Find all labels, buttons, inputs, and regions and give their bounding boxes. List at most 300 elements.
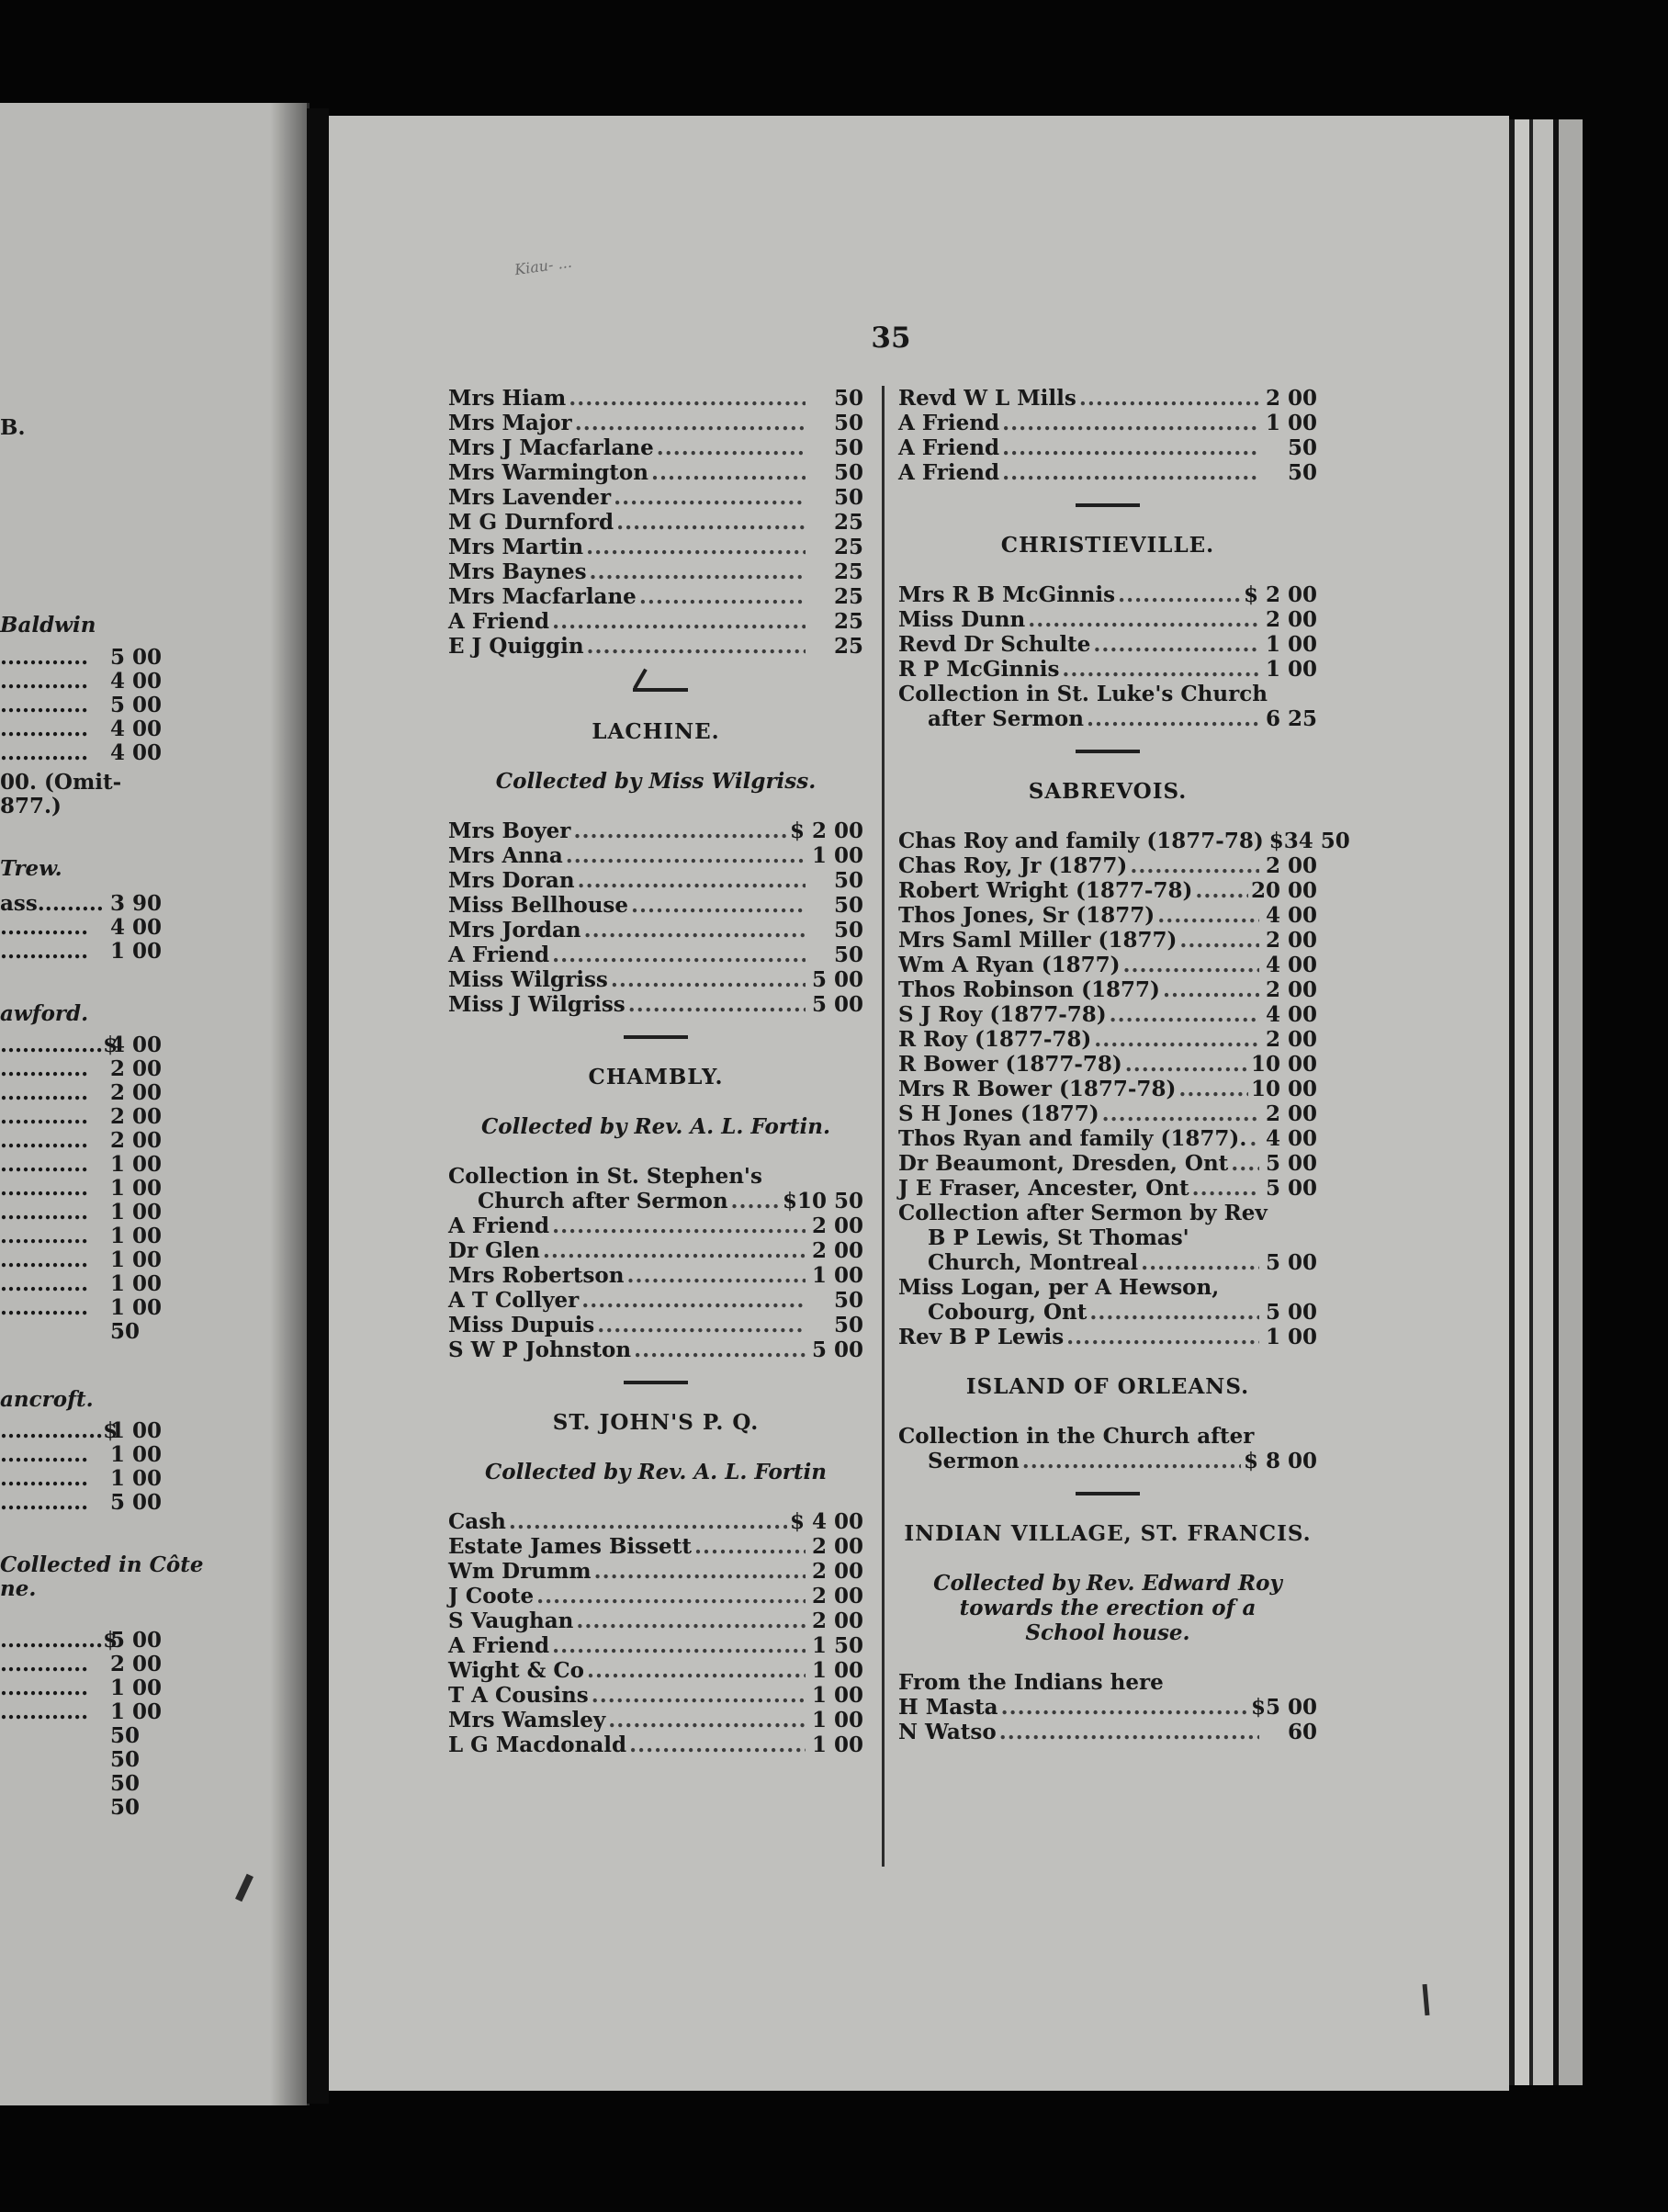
fragment-text: ............ xyxy=(0,1442,89,1467)
fragment-amount: 2 00 xyxy=(110,1128,163,1153)
entry-name: Estate James Bissett xyxy=(448,1534,692,1559)
entry-amount: 5 00 xyxy=(1265,1176,1317,1201)
entry-name: Collection in St. Stephen's xyxy=(448,1164,762,1189)
ledger-entry xyxy=(898,706,1317,731)
entry-amount: $ 2 00 xyxy=(789,818,863,843)
ledger-entry xyxy=(898,411,1317,435)
fragment-amount: 1 00 xyxy=(110,1247,163,1272)
ledger-entry xyxy=(898,657,1317,682)
ledger-entry xyxy=(448,1288,863,1313)
entry-amount: 25 xyxy=(833,559,863,584)
ledger-entry xyxy=(448,485,863,510)
entry-amount: 4 00 xyxy=(1265,903,1317,928)
entry-name: E J Quiggin xyxy=(448,634,584,659)
ledger-entry xyxy=(448,609,863,634)
section-divider xyxy=(1076,503,1140,507)
entry-name: R Bower (1877-78) xyxy=(898,1052,1122,1077)
christieville-entries xyxy=(898,582,1317,731)
ledger-entry xyxy=(898,903,1317,928)
left-page-fragment xyxy=(0,1699,163,1724)
entry-amount: 5 00 xyxy=(1265,1151,1317,1176)
ledger-entry xyxy=(448,843,863,868)
leader-dots xyxy=(536,1584,806,1608)
left-page-fragment xyxy=(0,794,62,818)
left-page-fragment xyxy=(0,1418,163,1443)
fragment-text: ..............$ xyxy=(0,1033,118,1057)
entry-amount: 2 00 xyxy=(811,1213,863,1238)
entry-name: S H Jones (1877) xyxy=(898,1101,1099,1126)
fragment-text: 00. (Omit- xyxy=(0,770,122,795)
fragment-amount: 50 xyxy=(110,1795,141,1820)
entry-amount: $10 50 xyxy=(782,1189,863,1213)
ledger-entry xyxy=(448,868,863,893)
entry-amount: 2 00 xyxy=(811,1608,863,1633)
left-page-fragment xyxy=(0,1104,163,1129)
entry-name: S W P Johnston xyxy=(448,1337,632,1362)
left-page-fragment xyxy=(0,1056,163,1081)
fragment-amount: 1 00 xyxy=(110,1418,163,1443)
entry-amount: 1 00 xyxy=(811,1708,863,1732)
leader-dots xyxy=(552,942,806,967)
ledger-entry xyxy=(898,928,1317,953)
entry-name: R Roy (1877-78) xyxy=(898,1027,1092,1052)
left-page-fragment xyxy=(0,1247,163,1272)
entry-amount: 50 xyxy=(833,1313,863,1337)
entry-name: Rev B P Lewis xyxy=(898,1325,1065,1349)
fragment-amount: 4 00 xyxy=(110,1033,163,1057)
ledger-entry xyxy=(898,1325,1317,1349)
entry-amount: 25 xyxy=(833,510,863,535)
leader-dots xyxy=(1001,1695,1248,1720)
entry-name: Wight & Co xyxy=(448,1658,585,1683)
entry-amount: 2 00 xyxy=(811,1534,863,1559)
entry-name: Sermon xyxy=(928,1449,1020,1473)
ledger-entry xyxy=(448,1189,863,1213)
fragment-text: Collected in Côte xyxy=(0,1552,204,1577)
left-page-fragment xyxy=(0,693,163,717)
fragment-text: ............ xyxy=(0,915,89,940)
leader-dots xyxy=(569,386,806,411)
fragment-text: awford. xyxy=(0,1001,89,1026)
st-johns-section xyxy=(448,1410,863,1757)
entry-amount: 5 00 xyxy=(1265,1250,1317,1275)
entry-amount: 50 xyxy=(833,868,863,893)
fragment-text: ..............$ xyxy=(0,1628,118,1653)
entry-name: J E Fraser, Ancester, Ont xyxy=(898,1176,1189,1201)
leader-dots xyxy=(1002,435,1259,460)
fragment-text: ............ xyxy=(0,1176,89,1201)
entry-name: after Sermon xyxy=(928,706,1084,731)
collector-line: School house. xyxy=(1025,1620,1190,1645)
fragment-amount: 1 00 xyxy=(110,1152,163,1177)
leader-dots xyxy=(597,1313,806,1337)
section-divider xyxy=(624,1035,688,1039)
left-page-fragment xyxy=(0,415,25,440)
left-page-fragment xyxy=(0,1676,163,1700)
leader-dots xyxy=(1002,460,1259,485)
ledger-entry xyxy=(448,1263,863,1288)
fragment-text: ............ xyxy=(0,1676,89,1700)
entry-name: Mrs R B McGinnis xyxy=(898,582,1116,607)
ledger-entry xyxy=(898,1225,1317,1250)
leader-dots xyxy=(1195,878,1248,903)
ledger-entry xyxy=(898,1250,1317,1275)
leader-dots xyxy=(1141,1250,1259,1275)
leader-dots xyxy=(629,1732,806,1757)
leader-dots xyxy=(1231,1151,1259,1176)
section-divider xyxy=(1076,1492,1140,1495)
section-heading: SABREVOIS. xyxy=(1028,779,1188,804)
leader-dots xyxy=(999,1720,1259,1744)
leader-dots xyxy=(614,485,806,510)
fragment-text: ............ xyxy=(0,740,89,765)
collector-line: Collected by Rev. Edward Roy xyxy=(933,1571,1282,1596)
ledger-entry xyxy=(448,918,863,942)
ledger-entry xyxy=(898,853,1317,878)
left-page-fragment xyxy=(0,1224,163,1248)
left-page-fragment xyxy=(0,1387,94,1412)
ledger-entry xyxy=(898,1052,1317,1077)
entry-name: Mrs Baynes xyxy=(448,559,587,584)
fragment-text: ............ xyxy=(0,1152,89,1177)
leader-dots xyxy=(694,1534,806,1559)
entry-amount: 25 xyxy=(833,634,863,659)
entry-name: A T Collyer xyxy=(448,1288,580,1313)
fragment-text: ............ xyxy=(0,1295,89,1320)
entry-amount: $ 8 00 xyxy=(1243,1449,1317,1473)
fragment-amount: 1 00 xyxy=(110,1466,163,1491)
ledger-entry xyxy=(448,967,863,992)
ledger-entry xyxy=(898,682,1317,706)
leader-dots xyxy=(651,460,806,485)
pencil-scribble: Kiau- ... xyxy=(513,253,573,279)
orleans-entries xyxy=(898,1424,1317,1473)
ledger-entry xyxy=(898,1027,1317,1052)
left-page-fragment xyxy=(0,1128,163,1153)
ledger-entry xyxy=(898,977,1317,1002)
ledger-entry xyxy=(898,1126,1317,1151)
indian-village-section xyxy=(898,1521,1317,1744)
leader-dots xyxy=(1125,1052,1248,1077)
entry-name: Mrs Anna xyxy=(448,843,563,868)
top-entries-list xyxy=(448,386,863,659)
ledger-entry xyxy=(448,1164,863,1189)
leader-dots xyxy=(592,1683,806,1708)
fragment-amount: 50 xyxy=(110,1771,141,1796)
entry-name: Miss Logan, per A Hewson, xyxy=(898,1275,1220,1300)
left-page-fragment xyxy=(0,645,163,670)
leader-dots xyxy=(576,1608,806,1633)
entry-amount: 1 00 xyxy=(811,1263,863,1288)
leader-dots xyxy=(1028,607,1259,632)
fragment-amount: 1 00 xyxy=(110,1442,163,1467)
fragment-amount: 4 00 xyxy=(110,669,163,694)
leader-dots xyxy=(1110,1002,1259,1027)
entry-amount: 60 xyxy=(1287,1720,1317,1744)
entry-amount: 50 xyxy=(833,893,863,918)
leader-dots xyxy=(1093,632,1259,657)
fragment-text: Baldwin xyxy=(0,613,96,638)
ledger-entry xyxy=(448,510,863,535)
entry-amount: 50 xyxy=(833,411,863,435)
ledger-entry xyxy=(448,584,863,609)
entry-amount: 2 00 xyxy=(1265,977,1317,1002)
entry-amount: 1 00 xyxy=(1265,411,1317,435)
leader-dots xyxy=(608,1708,806,1732)
entry-amount: 4 00 xyxy=(1265,1002,1317,1027)
entry-amount: 50 xyxy=(833,435,863,460)
fragment-text: ............ xyxy=(0,1224,89,1248)
christieville-section xyxy=(898,533,1317,731)
left-page-fragment xyxy=(0,1466,163,1491)
leader-dots xyxy=(1066,1325,1259,1349)
fragment-text: ne. xyxy=(0,1576,37,1601)
entry-name: Mrs Robertson xyxy=(448,1263,625,1288)
fragment-text: ..............$ xyxy=(0,1418,118,1443)
fragment-amount: 5 00 xyxy=(110,645,163,670)
entry-amount: 5 00 xyxy=(1265,1300,1317,1325)
leader-dots xyxy=(731,1189,780,1213)
fragment-text: ............ xyxy=(0,645,89,670)
left-page-fragment xyxy=(0,1080,163,1105)
entry-amount: 2 00 xyxy=(1265,853,1317,878)
left-page-fragment xyxy=(0,891,163,916)
fragment-amount: 3 90 xyxy=(110,891,163,916)
entry-amount: 6 25 xyxy=(1265,706,1317,731)
fragment-text: ............ xyxy=(0,1699,89,1724)
entry-name: A Friend xyxy=(898,411,1000,435)
section-divider-mark xyxy=(624,664,688,697)
entry-name: Collection in St. Luke's Church xyxy=(898,682,1268,706)
entry-amount: 1 00 xyxy=(1265,1325,1317,1349)
fragment-text: ............ xyxy=(0,669,89,694)
fragment-amount: 2 00 xyxy=(110,1104,163,1129)
ledger-entry xyxy=(898,1275,1317,1300)
entry-amount: 1 00 xyxy=(811,843,863,868)
leader-dots xyxy=(626,1263,806,1288)
fragment-amount: 1 00 xyxy=(110,1295,163,1320)
left-column xyxy=(448,386,863,1757)
leader-dots xyxy=(584,918,806,942)
ledger-entry xyxy=(448,1633,863,1658)
ledger-entry xyxy=(898,1424,1317,1449)
fragment-amount: 1 00 xyxy=(110,1200,163,1224)
leader-dots xyxy=(1118,582,1241,607)
entry-name: Mrs Wamsley xyxy=(448,1708,606,1732)
entry-name: Dr Glen xyxy=(448,1238,540,1263)
gutter-shadow xyxy=(270,103,307,2105)
ledger-entry xyxy=(898,1720,1317,1744)
ledger-entry xyxy=(898,829,1350,853)
leader-dots xyxy=(1079,386,1259,411)
fragment-amount: 5 00 xyxy=(110,1490,163,1515)
entry-amount: 50 xyxy=(1287,435,1317,460)
leader-dots xyxy=(590,559,806,584)
leader-dots xyxy=(1102,1101,1259,1126)
fragment-amount: 4 00 xyxy=(110,717,163,741)
leader-dots xyxy=(1123,953,1259,977)
leader-dots xyxy=(611,967,806,992)
ledger-entry xyxy=(448,942,863,967)
entry-name: A Friend xyxy=(448,942,550,967)
fragment-text: ............ xyxy=(0,1128,89,1153)
fragment-text: ............ xyxy=(0,1490,89,1515)
ledger-entry xyxy=(448,386,863,411)
ledger-entry xyxy=(448,411,863,435)
entry-amount: 50 xyxy=(833,942,863,967)
leader-dots xyxy=(1130,853,1259,878)
chambly-entries xyxy=(448,1164,863,1362)
fragment-text: ............ xyxy=(0,1200,89,1224)
entry-name: Revd W L Mills xyxy=(898,386,1076,411)
entry-name: A Friend xyxy=(448,1213,550,1238)
leader-dots xyxy=(639,584,806,609)
collector-line: Collected by Rev. A. L. Fortin. xyxy=(480,1114,831,1139)
entry-amount: 5 00 xyxy=(811,1337,863,1362)
ledger-entry xyxy=(898,878,1317,903)
ledger-entry xyxy=(448,435,863,460)
leader-dots xyxy=(1062,657,1259,682)
ledger-entry xyxy=(448,1534,863,1559)
collector-line: Collected by Rev. A. L. Fortin xyxy=(484,1460,828,1484)
ledger-entry xyxy=(448,1708,863,1732)
section-heading: CHAMBLY. xyxy=(588,1065,724,1089)
ledger-entry xyxy=(898,953,1317,977)
lachine-section xyxy=(448,719,863,1017)
ledger-entry xyxy=(448,818,863,843)
entry-amount: $5 00 xyxy=(1250,1695,1317,1720)
entry-name: Revd Dr Schulte xyxy=(898,632,1091,657)
left-page-fragment xyxy=(0,1271,163,1296)
entry-amount: 4 00 xyxy=(1265,953,1317,977)
leader-dots xyxy=(1089,1300,1259,1325)
ledger-entry xyxy=(448,1732,863,1757)
entry-amount: 2 00 xyxy=(1265,928,1317,953)
lachine-entries xyxy=(448,818,863,1017)
ledger-entry xyxy=(448,992,863,1017)
entry-name: Collection in the Church after xyxy=(898,1424,1255,1449)
fragment-text: ............ xyxy=(0,693,89,717)
ledger-entry xyxy=(448,1608,863,1633)
ledger-entry xyxy=(448,634,863,659)
leader-dots xyxy=(566,843,806,868)
left-page-fragment xyxy=(0,1152,163,1177)
entry-name: A Friend xyxy=(448,1633,550,1658)
entry-name: Miss Dupuis xyxy=(448,1313,595,1337)
left-page-fragment xyxy=(0,669,163,694)
fragment-amount: 1 00 xyxy=(110,1271,163,1296)
leader-dots xyxy=(509,1509,787,1534)
entry-name: Mrs Doran xyxy=(448,868,575,893)
entry-name: M G Durnford xyxy=(448,510,614,535)
fragment-text: ............ xyxy=(0,1056,89,1081)
entry-amount: $ 2 00 xyxy=(1243,582,1317,607)
sabrevois-section xyxy=(898,779,1350,1349)
fragment-amount: 50 xyxy=(110,1319,141,1344)
entry-name: Mrs Hiam xyxy=(448,386,567,411)
fragment-amount: 1 00 xyxy=(110,1699,163,1724)
ledger-entry xyxy=(898,435,1317,460)
ledger-entry xyxy=(448,559,863,584)
fragment-text: ............ xyxy=(0,1652,89,1676)
fragment-text: ............ xyxy=(0,717,89,741)
ledger-entry xyxy=(898,386,1317,411)
ledger-entry xyxy=(898,460,1317,485)
entry-name: Thos Robinson (1877) xyxy=(898,977,1160,1002)
left-page-fragment xyxy=(0,1442,163,1467)
fragment-amount: 1 00 xyxy=(110,1176,163,1201)
entry-name: Mrs Martin xyxy=(448,535,584,559)
left-page-fragment xyxy=(0,915,163,940)
entry-name: S J Roy (1877-78) xyxy=(898,1002,1107,1027)
entry-name: A Friend xyxy=(898,460,1000,485)
entry-amount: 25 xyxy=(833,609,863,634)
left-page-fragment xyxy=(0,613,96,638)
left-page-fragment xyxy=(0,1628,163,1653)
st-johns-entries xyxy=(448,1509,863,1757)
leader-dots xyxy=(552,1633,806,1658)
section-heading: INDIAN VILLAGE, ST. FRANCIS. xyxy=(904,1521,1312,1546)
leader-dots xyxy=(552,1213,806,1238)
fragment-amount: 1 00 xyxy=(110,1676,163,1700)
leader-dots xyxy=(573,818,787,843)
ledger-entry xyxy=(448,1213,863,1238)
fragment-amount: 2 00 xyxy=(110,1056,163,1081)
entry-amount: 1 00 xyxy=(811,1658,863,1683)
entry-name: Mrs Warmington xyxy=(448,460,648,485)
entry-amount: 2 00 xyxy=(1265,1027,1317,1052)
leader-dots xyxy=(657,435,806,460)
entry-name: Wm A Ryan (1877) xyxy=(898,953,1121,977)
entry-name: Mrs Jordan xyxy=(448,918,581,942)
leader-dots xyxy=(543,1238,806,1263)
ledger-entry xyxy=(898,1002,1317,1027)
leader-dots xyxy=(1178,1077,1248,1101)
entry-name: Miss J Wilgriss xyxy=(448,992,626,1017)
leader-dots xyxy=(1094,1027,1259,1052)
page-edges xyxy=(1509,119,1583,2085)
entry-amount: 2 00 xyxy=(1265,386,1317,411)
ledger-entry xyxy=(448,535,863,559)
leader-dots xyxy=(586,535,806,559)
left-page-fragment xyxy=(0,939,163,964)
section-heading: CHRISTIEVILLE. xyxy=(1000,533,1215,558)
entry-amount: 2 00 xyxy=(1265,607,1317,632)
fragment-text: ............ xyxy=(0,1080,89,1105)
entry-name: Mrs R Bower (1877-78) xyxy=(898,1077,1177,1101)
section-heading: LACHINE. xyxy=(592,719,720,744)
fragment-amount: 2 00 xyxy=(110,1652,163,1676)
leader-dots xyxy=(578,868,806,893)
entry-name: Mrs Boyer xyxy=(448,818,571,843)
entry-amount: 50 xyxy=(833,918,863,942)
left-page-fragment xyxy=(0,717,163,741)
page-gutter xyxy=(307,108,329,2104)
ledger-entry xyxy=(898,1151,1317,1176)
entry-name: Collection after Sermon by Rev xyxy=(898,1201,1268,1225)
ledger-entry xyxy=(898,1300,1317,1325)
entry-name: A Friend xyxy=(448,609,550,634)
left-page-fragment xyxy=(0,1200,163,1224)
entry-name: Miss Bellhouse xyxy=(448,893,629,918)
leader-dots xyxy=(1179,928,1259,953)
leader-dots xyxy=(631,893,806,918)
fragment-amount: 1 00 xyxy=(110,1224,163,1248)
ledger-entry xyxy=(448,1509,863,1534)
left-page-fragment xyxy=(0,1001,88,1026)
entry-name: S Vaughan xyxy=(448,1608,574,1633)
ledger-entry xyxy=(898,1077,1317,1101)
